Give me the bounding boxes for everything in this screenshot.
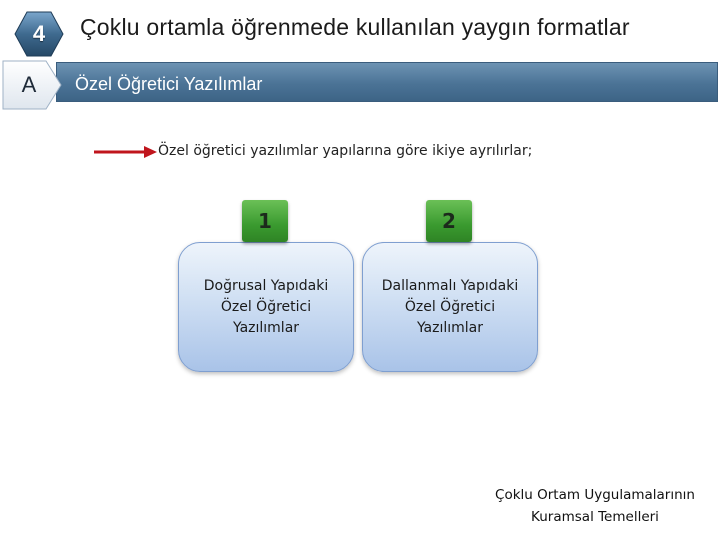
page-title: Çoklu ortamla öğrenmede kullanılan yaygın formatlar	[80, 14, 630, 40]
section-letter-badge	[2, 60, 62, 110]
card-text: Dallanmalı Yapıdaki Özel Öğretici Yazılımlar	[381, 278, 519, 336]
card-text: Doğrusal Yapıdaki Özel Öğretici Yazılımlar	[203, 278, 329, 336]
card-number-badge: 1	[242, 200, 288, 242]
section-letter: A	[21, 72, 37, 97]
footer-text: Çoklu Ortam Uygulamalarının Kuramsal Temelleri	[495, 487, 695, 525]
card-branching-structure	[362, 242, 538, 372]
right-arrow-icon	[94, 145, 158, 159]
chapter-number-badge	[14, 10, 64, 58]
card-number-badge: 2	[426, 200, 472, 242]
chapter-number: 4	[32, 21, 46, 46]
card-linear-structure	[178, 242, 354, 372]
intro-text: Özel öğretici yazılımlar yapılarına göre ikiye ayrılırlar;	[158, 143, 533, 159]
section-title: Özel Öğretici Yazılımlar	[75, 74, 263, 94]
